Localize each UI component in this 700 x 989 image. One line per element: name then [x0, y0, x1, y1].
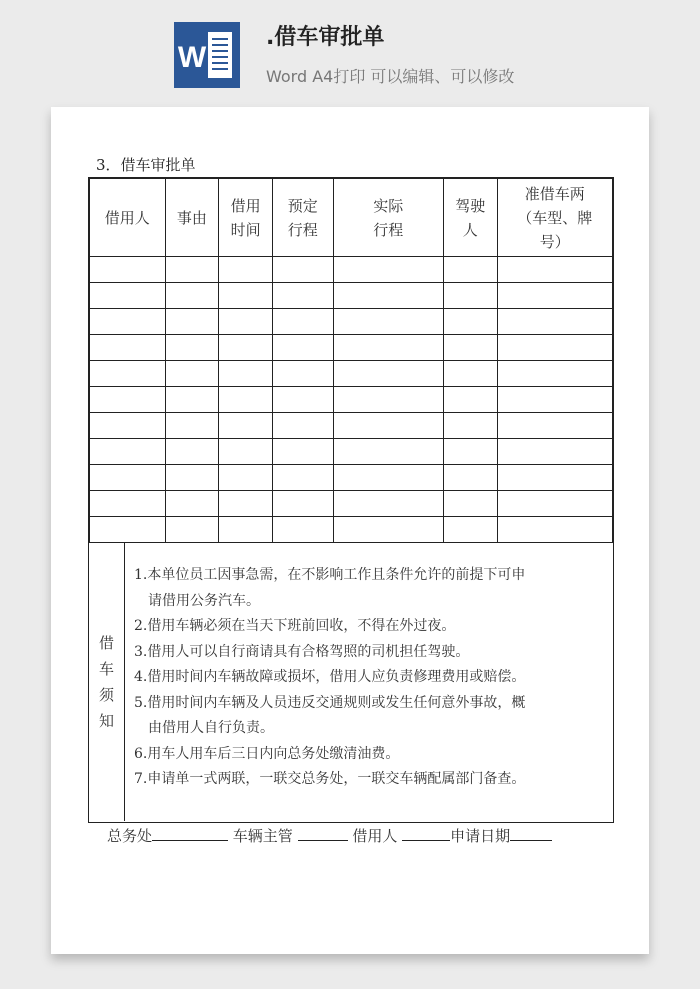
table-cell[interactable] — [443, 361, 497, 387]
column-header — [165, 179, 219, 257]
table-cell[interactable] — [90, 283, 166, 309]
table-cell[interactable] — [90, 413, 166, 439]
note-line: 5.借用时间内车辆及人员违反交通规则或发生任何意外事故，概 — [134, 694, 526, 711]
table-cell[interactable] — [165, 283, 219, 309]
svg-text:W: W — [177, 41, 207, 74]
table-cell[interactable] — [90, 491, 166, 517]
note-line: 2.借用车辆必须在当天下班前回收，不得在外过夜。 — [134, 618, 456, 634]
notes-section — [89, 543, 613, 821]
note-line: 6.用车人用车后三日内向总务处缴清油费。 — [134, 745, 400, 762]
table-cell[interactable] — [90, 257, 166, 283]
table-row — [90, 335, 613, 361]
table-cell[interactable] — [219, 283, 273, 309]
table-cell[interactable] — [333, 257, 443, 283]
table-cell[interactable] — [497, 309, 612, 335]
note-item — [134, 640, 604, 666]
table-cell[interactable] — [90, 439, 166, 465]
table-cell[interactable] — [497, 491, 612, 517]
table-row — [90, 387, 613, 413]
general-affairs-blank[interactable] — [152, 824, 228, 841]
note-item — [134, 614, 604, 640]
column-header-line: 借用人 — [104, 208, 150, 227]
table-cell[interactable] — [90, 309, 166, 335]
column-header-line: （车型、牌 — [517, 208, 593, 227]
column-header-line: 人 — [462, 220, 478, 239]
table-header-row — [90, 179, 613, 257]
table-cell[interactable] — [443, 491, 497, 517]
table-cell[interactable] — [443, 517, 497, 543]
table-cell[interactable] — [272, 387, 333, 413]
table-row — [90, 439, 613, 465]
note-item — [134, 767, 604, 793]
document-subtitle: Word A4打印 可以编辑、可以修改 — [266, 67, 515, 86]
column-header-line: 行程 — [287, 220, 318, 239]
column-header — [272, 179, 333, 257]
column-header-line: 实际 — [373, 196, 404, 215]
column-header-line: 预定 — [287, 196, 318, 215]
borrower-label: 借用人 — [352, 827, 398, 845]
table-cell[interactable] — [443, 413, 497, 439]
table-cell[interactable] — [497, 465, 612, 491]
table-cell[interactable] — [272, 257, 333, 283]
note-line: 1.本单位员工因事急需，在不影响工作且条件允许的前提下可申 — [134, 567, 526, 583]
table-cell[interactable] — [165, 361, 219, 387]
table-cell[interactable] — [272, 309, 333, 335]
table-row — [90, 361, 613, 387]
table-row — [90, 465, 613, 491]
table-cell[interactable] — [272, 439, 333, 465]
table-cell[interactable] — [443, 283, 497, 309]
table-cell[interactable] — [443, 309, 497, 335]
word-document-icon — [174, 22, 240, 88]
table-cell[interactable] — [165, 439, 219, 465]
table-cell[interactable] — [90, 335, 166, 361]
note-item — [134, 563, 604, 614]
table-cell[interactable] — [497, 413, 612, 439]
table-cell[interactable] — [272, 361, 333, 387]
table-cell[interactable] — [219, 335, 273, 361]
note-item — [134, 691, 604, 742]
table-cell[interactable] — [272, 465, 333, 491]
table-cell[interactable] — [333, 517, 443, 543]
note-line: 4.借用时间内车辆故障或损坏，借用人应负责修理费用或赔偿。 — [134, 669, 526, 685]
table-cell[interactable] — [333, 413, 443, 439]
column-header — [333, 179, 443, 257]
form-heading: 3．借车审批单 — [96, 156, 196, 174]
header — [0, 0, 700, 100]
table-row — [90, 283, 613, 309]
table-cell[interactable] — [165, 465, 219, 491]
table-cell[interactable] — [272, 413, 333, 439]
table-cell[interactable] — [165, 257, 219, 283]
approval-form — [88, 177, 614, 823]
table-row — [90, 413, 613, 439]
table-cell[interactable] — [333, 387, 443, 413]
apply-date-blank[interactable] — [510, 824, 552, 841]
table-row — [90, 309, 613, 335]
table-cell[interactable] — [443, 439, 497, 465]
document-title: .借车审批单 — [266, 25, 385, 50]
column-header-line: 行程 — [373, 220, 404, 239]
column-header — [497, 179, 612, 257]
table-cell[interactable] — [333, 439, 443, 465]
column-header-line: 准借车两 — [524, 184, 585, 203]
table-row — [90, 491, 613, 517]
vehicle-supervisor-label: 车辆主管 — [232, 827, 293, 845]
table-cell[interactable] — [443, 257, 497, 283]
column-header-line: 号） — [539, 232, 570, 251]
table-cell[interactable] — [333, 465, 443, 491]
table-cell[interactable] — [165, 413, 219, 439]
table-cell[interactable] — [90, 465, 166, 491]
column-header-line: 时间 — [230, 220, 261, 239]
table-cell[interactable] — [333, 361, 443, 387]
table-cell[interactable] — [219, 309, 273, 335]
column-header-line: 驾驶 — [455, 196, 486, 215]
borrower-blank[interactable] — [402, 824, 450, 841]
table-cell[interactable] — [219, 439, 273, 465]
table-cell[interactable] — [272, 491, 333, 517]
notes-list — [134, 563, 604, 793]
table-cell[interactable] — [497, 257, 612, 283]
table-cell[interactable] — [165, 387, 219, 413]
column-header — [90, 179, 166, 257]
table-cell[interactable] — [219, 387, 273, 413]
table-cell[interactable] — [219, 361, 273, 387]
table-row — [90, 257, 613, 283]
column-header-line: 事由 — [176, 208, 207, 227]
table-cell[interactable] — [497, 387, 612, 413]
table-cell[interactable] — [165, 335, 219, 361]
notes-label-char: 车 — [98, 660, 114, 678]
table-cell[interactable] — [219, 465, 273, 491]
table-cell[interactable] — [443, 335, 497, 361]
column-header-line: 借用 — [230, 196, 261, 215]
note-item — [134, 665, 604, 691]
notes-label-char: 须 — [98, 686, 114, 704]
table-cell[interactable] — [497, 439, 612, 465]
table-cell[interactable] — [497, 335, 612, 361]
notes-label-char: 知 — [98, 712, 114, 730]
general-affairs-label: 总务处 — [107, 827, 153, 845]
column-header — [219, 179, 273, 257]
table-cell[interactable] — [443, 387, 497, 413]
note-line: 请借用公务汽车。 — [148, 592, 260, 609]
table-cell[interactable] — [90, 517, 166, 543]
table-cell[interactable] — [272, 335, 333, 361]
table-cell[interactable] — [219, 517, 273, 543]
table-cell[interactable] — [219, 257, 273, 283]
table-cell[interactable] — [219, 413, 273, 439]
table-cell[interactable] — [333, 309, 443, 335]
column-header — [443, 179, 497, 257]
notes-label-char: 借 — [98, 634, 114, 652]
table-cell[interactable] — [90, 361, 166, 387]
table-cell[interactable] — [272, 283, 333, 309]
signature-line — [107, 824, 607, 846]
notes-label — [89, 543, 125, 821]
table-cell[interactable] — [165, 491, 219, 517]
table-cell[interactable] — [443, 465, 497, 491]
note-item — [134, 742, 604, 768]
table-cell[interactable] — [272, 517, 333, 543]
table-cell[interactable] — [90, 387, 166, 413]
table-cell[interactable] — [497, 361, 612, 387]
apply-date-label: 申请日期 — [450, 827, 511, 845]
table-cell[interactable] — [333, 491, 443, 517]
table-cell[interactable] — [333, 335, 443, 361]
approval-table — [89, 178, 613, 543]
vehicle-supervisor-blank[interactable] — [298, 824, 348, 841]
table-cell[interactable] — [219, 491, 273, 517]
table-cell[interactable] — [497, 283, 612, 309]
table-row — [90, 517, 613, 543]
note-line: 由借用人自行负责。 — [148, 720, 274, 736]
table-cell[interactable] — [497, 517, 612, 543]
table-cell[interactable] — [333, 283, 443, 309]
note-line: 3.借用人可以自行商请具有合格驾照的司机担任驾驶。 — [134, 643, 470, 660]
table-cell[interactable] — [165, 309, 219, 335]
note-line: 7.申请单一式两联，一联交总务处，一联交车辆配属部门备查。 — [134, 771, 526, 787]
table-cell[interactable] — [165, 517, 219, 543]
